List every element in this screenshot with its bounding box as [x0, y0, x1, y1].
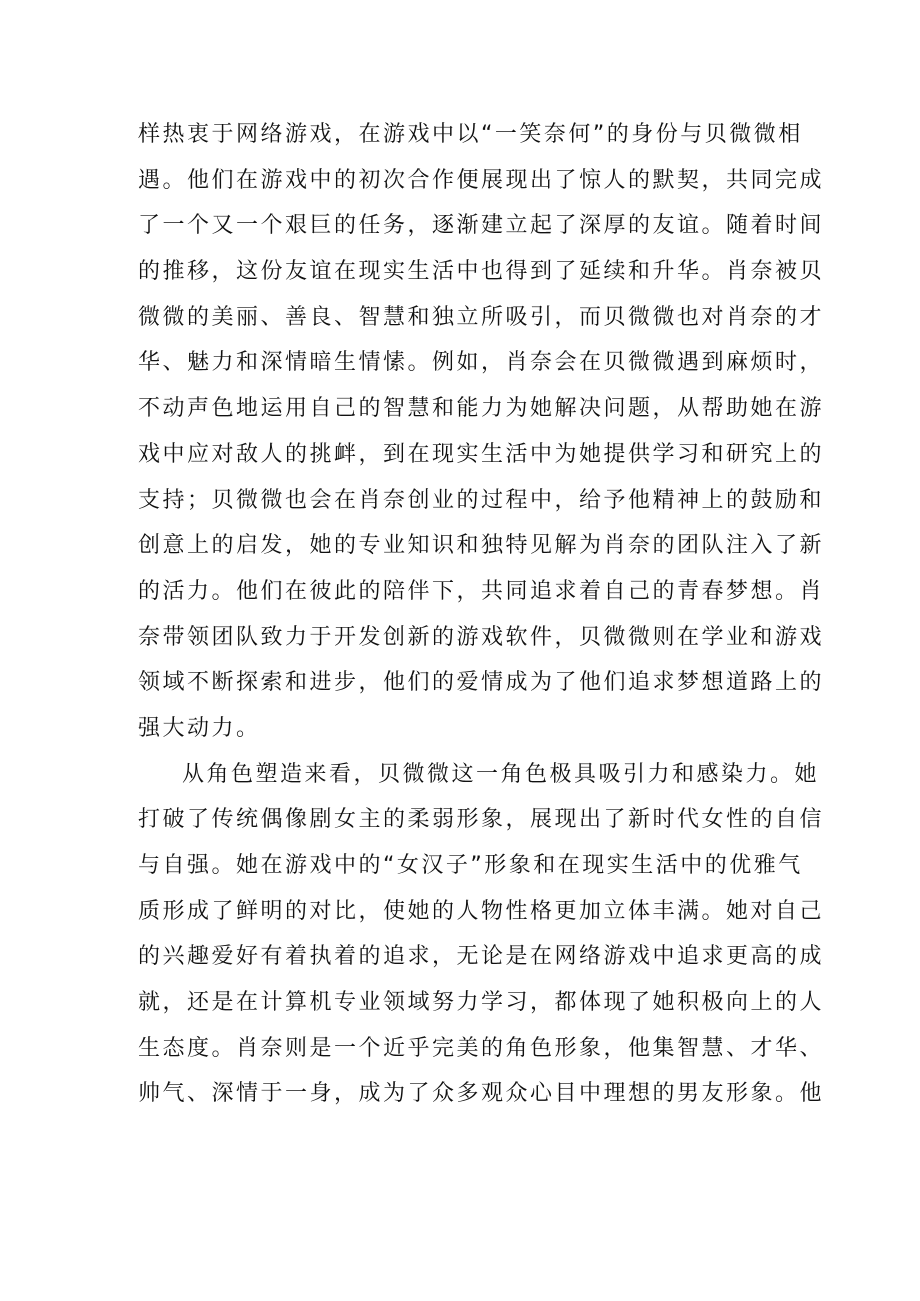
- text-line: 遇。他们在游戏中的初次合作便展现出了惊人的默契，共同完成: [138, 167, 825, 193]
- text-line: 奈带领团队致力于开发创新的游戏软件，贝微微则在学业和游戏: [138, 624, 825, 650]
- text-line: 戏中应对敌人的挑衅，到在现实生活中为她提供学习和研究上的: [138, 441, 825, 467]
- paragraph-2: [138, 752, 825, 1118]
- text-line: 微微的美丽、善良、智慧和独立所吸引，而贝微微也对肖奈的才: [138, 304, 825, 330]
- text-line: 就，还是在计算机专业领域努力学习，都体现了她积极向上的人: [138, 990, 825, 1016]
- text-line: 强大动力。: [138, 715, 261, 741]
- text-line: 从角色塑造来看，贝微微这一角色极具吸引力和感染力。她: [182, 761, 820, 787]
- document-body: [138, 112, 825, 1117]
- text-line: 领域不断探索和进步，他们的爱情成为了他们追求梦想道路上的: [138, 670, 825, 696]
- text-line: 了一个又一个艰巨的任务，逐渐建立起了深厚的友谊。随着时间: [138, 213, 825, 239]
- paragraph-1: [138, 112, 825, 752]
- text-line: 华、魅力和深情暗生情愫。例如，肖奈会在贝微微遇到麻烦时，: [138, 350, 825, 376]
- text-line: 的活力。他们在彼此的陪伴下，共同追求着自己的青春梦想。肖: [138, 578, 825, 604]
- text-line: 不动声色地运用自己的智慧和能力为她解决问题，从帮助她在游: [138, 396, 825, 422]
- text-line: 支持；贝微微也会在肖奈创业的过程中，给予他精神上的鼓励和: [138, 487, 825, 513]
- text-line: 打破了传统偶像剧女主的柔弱形象，展现出了新时代女性的自信: [138, 807, 825, 833]
- text-line: 样热衷于网络游戏，在游戏中以“一笑奈何”的身份与贝微微相: [138, 122, 803, 147]
- text-line: 帅气、深情于一身，成为了众多观众心目中理想的男友形象。他: [138, 1081, 825, 1107]
- text-line: 的兴趣爱好有着执着的追求，无论是在网络游戏中追求更高的成: [138, 944, 825, 970]
- text-line: 与自强。她在游戏中的“女汉子”形象和在现实生活中的优雅气: [138, 853, 803, 878]
- text-line: 创意上的启发，她的专业知识和独特见解为肖奈的团队注入了新: [138, 533, 825, 559]
- text-line: 质形成了鲜明的对比，使她的人物性格更加立体丰满。她对自己: [138, 898, 825, 924]
- text-line: 的推移，这份友谊在现实生活中也得到了延续和升华。肖奈被贝: [138, 259, 825, 285]
- text-line: 生态度。肖奈则是一个近乎完美的角色形象，他集智慧、才华、: [138, 1035, 825, 1061]
